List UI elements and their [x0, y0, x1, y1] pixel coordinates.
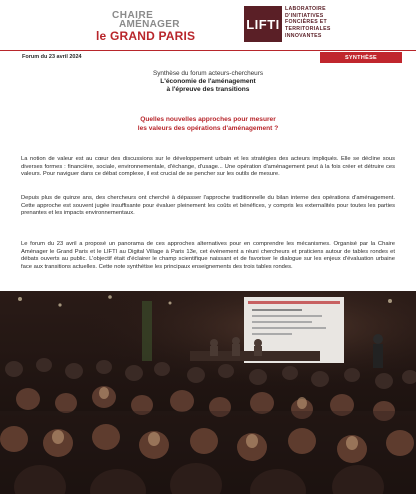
chaire-logo-line2: AMÉNAGER: [119, 19, 180, 30]
question-line2: les valeurs des opérations d'aménagement ?: [137, 124, 279, 132]
lifti-line: INNOVANTES: [285, 32, 322, 39]
info-bar: [0, 50, 416, 65]
event-photo-illustration: [0, 291, 416, 494]
forum-date: Forum du 23 avril 2024: [22, 54, 82, 60]
lifti-line: TERRITORIALES: [285, 26, 331, 33]
title-line2: à l'épreuve des transitions: [166, 86, 250, 94]
paragraph-forum: Le forum du 23 avril a proposé un panorama de ces approches alternatives pour en comprendre les mécanismes. Organisé par la Chaire Aménager le Grand Paris et le LIFTI au Digital Village à Paris 13e, cet événement a réuni chercheurs et praticiens autour de tables rondes et débats ouverts au public. L'objectif était d'éclairer le champ scientifique naissant et de favoriser le dialogue sur les enjeux d'évaluation urbaine face aux transitions actuelles. Cette note synthétise les principaux enseignements des trois tables rondes.: [21, 241, 395, 270]
lifti-line: FONCIÈRES ET: [285, 19, 327, 26]
paragraph-research: Depuis plus de quinze ans, des chercheurs ont cherché à dépasser l'approche traditionnelle du bilan interne des opérations d'aménagement. Cette approche est souvent jugée insuffisante pour évaluer pleinement les coûts et bénéfices, y compris les externalités pour toutes les parties prenantes et les impacts environnementaux.: [21, 195, 395, 216]
synthese-badge: SYNTHÈSE: [320, 52, 402, 63]
page-header: [0, 0, 416, 48]
chaire-logo-line3: le GRAND PARIS: [96, 29, 196, 43]
key-question: [40, 116, 376, 133]
title-kicker: Synthèse du forum acteurs-chercheurs: [152, 70, 264, 77]
lifti-logo-text: [285, 6, 355, 40]
event-photo: [0, 291, 416, 494]
title-line1: L'économie de l'aménagement: [160, 78, 256, 85]
paragraph-intro: La notion de valeur est au cœur des discussions sur le développement urbain et les stratégies des acteurs impliqués. Elle se décline sous diverses formes : financière, sociale, environnementale, d'échange, d'usage... Une opération d'aménagement peut à la fois créer et détruire ces valeurs. Pour naviguer dans ce débat complexe, il est crucial de se pencher sur les outils de mesure.: [21, 156, 395, 177]
lifti-line: LABORATOIRE: [285, 6, 326, 12]
chaire-logo-line1: CHAIRE: [112, 10, 154, 21]
chaire-logo: [96, 8, 216, 44]
lifti-logo-mark: LIFTI: [244, 6, 282, 42]
lifti-line: D'INITIATIVES: [285, 12, 324, 19]
document-title: [60, 70, 356, 94]
question-line1: Quelles nouvelles approches pour mesurer: [140, 116, 276, 123]
